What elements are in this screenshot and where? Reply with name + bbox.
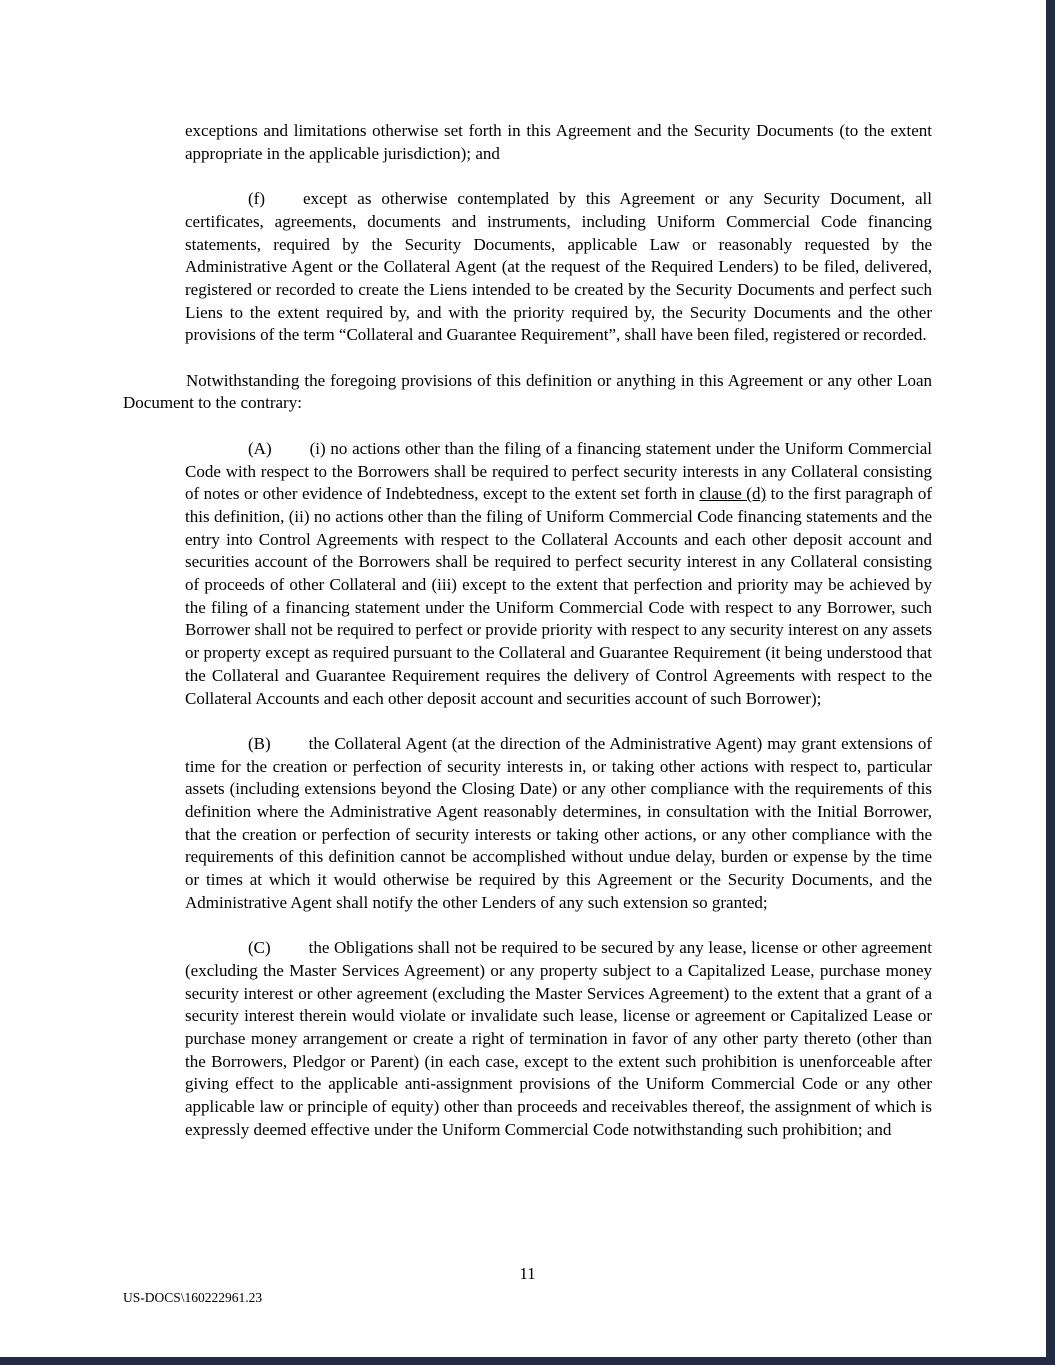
clause-b-text: the Collateral Agent (at the direction of the Administrative Agent) may grant extensions of time for the creation or perfection of security interests in, or taking other actions with respect to, particular assets (including extensions beyond the Closing Date) or any other compliance with the requirements of this definition where the Administrative Agent reasonably determines, in consultation with the Initial Borrower, that the creation or perfection of security interests or taking other actions, or any other compliance with the requirements of this definition cannot be accomplished without undue delay, burden or expense by the time or times at which it would otherwise be required by this Agreement or the Security Documents, and the Administrative Agent shall notify the other Lenders of any such extension so granted;	[185, 733, 932, 912]
paragraph-clause-a	[185, 438, 932, 710]
paragraph-clause-b	[185, 733, 932, 915]
clause-d-cross-reference: clause (d)	[699, 484, 767, 504]
clause-a-text-before: (i) no actions other than the filing of a financing statement under the Uniform Commercial Code with respect to the Borrowers shall be required to perfect security interests in any Collateral consisting of notes or other evidence of Indebtedness, except to the extent set forth in	[185, 438, 932, 504]
document-id-footer: US-DOCS\160222961.23	[123, 1290, 263, 1305]
viewer-edge-bottom	[0, 1357, 1055, 1365]
clause-a-marker: (A)	[248, 438, 272, 458]
clause-c-text: the Obligations shall not be required to be secured by any lease, license or other agreement (excluding the Master Services Agreement) or any property subject to a Capitalized Lease, purchase money security interest or other agreement (excluding the Master Services Agreement) to the extent that a grant of a security interest therein would violate or invalidate such lease, license or agreement or Capitalized Lease or purchase money arrangement or create a right of termination in favor of any other party thereto (other than the Borrowers, Pledgor or Parent) (in each case, except to the extent such prohibition is unenforceable after giving effect to the applicable anti-assignment provisions of the Uniform Commercial Code or any other applicable law or principle of equity) other than proceeds and receivables thereof, the assignment of which is expressly deemed effective under the Uniform Commercial Code notwithstanding such prohibition; and	[185, 938, 932, 1139]
page-number: 11	[519, 1264, 536, 1283]
paragraph-clause-f	[185, 188, 932, 347]
viewer-edge-right	[1046, 0, 1055, 1365]
paragraph-clause-c	[185, 937, 932, 1141]
clause-f-text: except as otherwise contemplated by this Agreement or any Security Document, all certificates, agreements, documents and instruments, including Uniform Commercial Code financing statements, required by the Security Documents, applicable Law or reasonably requested by the Administrative Agent or the Collateral Agent (at the request of the Required Lenders) to be filed, delivered, registered or recorded to create the Liens intended to be created by the Security Documents and perfect such Liens to the extent required by, and with the priority required by, the Security Documents and the other provisions of the term “Collateral and Guarantee Requirement”, shall have been filed, registered or recorded.	[185, 189, 932, 345]
clause-b-marker: (B)	[248, 733, 271, 753]
clause-f-marker: (f)	[248, 189, 265, 209]
paragraph-intro-continuation: exceptions and limitations otherwise set forth in this Agreement and the Security Documents (to the extent appropriate in the applicable jurisdiction); and	[185, 121, 932, 163]
clause-c-marker: (C)	[248, 938, 271, 958]
paragraph-notwithstanding: Notwithstanding the foregoing provisions of this definition or anything in this Agreement or any other Loan Document to the contrary:	[123, 370, 932, 413]
document-body	[123, 120, 932, 1164]
clause-a-text-after: to the first paragraph of this definition, (ii) no actions other than the filing of Uniform Commercial Code financing statements and the entry into Control Agreements with respect to the Collateral Accounts and each other deposit account and securities account of the Borrowers shall be required to perfect security interest in any Collateral consisting of proceeds of other Collateral and (iii) except to the extent that perfection and priority may be achieved by the filing of a financing statement under the Uniform Commercial Code with respect to any Borrower, such Borrower shall not be required to perfect or provide priority with respect to any security interest on any assets or property except as required pursuant to the Collateral and Guarantee Requirement (it being understood that the Collateral and Guarantee Requirement requires the delivery of Control Agreements with respect to the Collateral Accounts and each other deposit account and securities account of such Borrower);	[185, 484, 932, 708]
